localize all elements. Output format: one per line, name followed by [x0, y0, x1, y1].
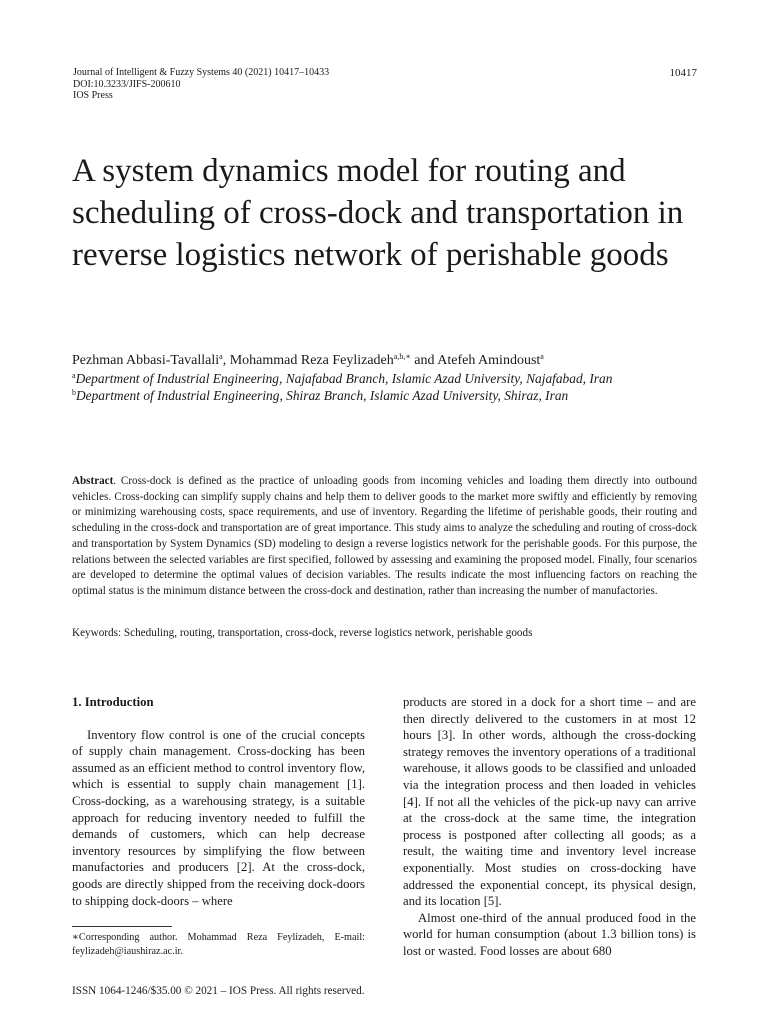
journal-citation: Journal of Intelligent & Fuzzy Systems 40 (2021) 10417–10433 — [73, 67, 330, 78]
affiliation-mark: b — [72, 388, 76, 397]
paper-title: A system dynamics model for routing and scheduling of cross-dock and transportation in reverse logistics network of perishable goods — [72, 153, 684, 273]
author-separator: , — [222, 353, 230, 368]
affiliation — [72, 384, 568, 404]
right-column — [403, 694, 696, 960]
footnote-divider — [72, 926, 172, 927]
journal-info — [73, 67, 329, 102]
abstract-text: . Cross-dock is defined as the practice of unloading goods from incoming vehicles and loading them directly into outbound vehicles. Cross-docking can simplify supply chains and help them to deliver goods to the market more swiftly and efficiently by removing or minimizing warehousing costs, space requirements, and use of inventory. Regarding the lifetime of perishable goods, their routing and scheduling in the cross-dock and transportation are of great importance. This study aims to analyze the scheduling and routing of cross-dock and transportation by System Dynamics (SD) modeling to design a reverse logistics network for the perishable goods. For this purpose, the relations between the selected variables are first specified, followed by assessing and examining the proposed model. Finally, four scenarios are developed to determine the optimal values of decision variables. The results indicate the most influencing factors on reaching the optimal status is the minimum distance between the cross-dock and destination, rather than increasing the number of manufactories. — [72, 475, 697, 597]
section-heading: 1. Introduction — [72, 695, 154, 709]
left-column — [72, 694, 365, 909]
journal-publisher: IOS Press — [73, 90, 113, 101]
author-separator: and — [410, 353, 438, 368]
keywords: Keywords: Scheduling, routing, transportation, cross-dock, reverse logistics network, perishable goods — [72, 627, 533, 639]
author-affiliation-mark: a — [540, 352, 544, 361]
abstract-label: Abstract — [72, 475, 114, 487]
author-name: Atefeh Amindoust — [437, 353, 541, 368]
affiliation-text: Department of Industrial Engineering, Shiraz Branch, Islamic Azad University, Shiraz, Iran — [76, 388, 569, 403]
page-number: 10417 — [669, 67, 697, 79]
body-paragraph: Almost one-third of the annual produced food in the world for human consumption (about 1.3 billion tons) is lost or wasted. Food losses are about 680 — [403, 910, 696, 958]
journal-doi: DOI:10.3233/JIFS-200610 — [73, 78, 181, 90]
copyright-footer: ISSN 1064-1246/$35.00 © 2021 – IOS Press. All rights reserved. — [72, 985, 365, 997]
abstract — [72, 474, 697, 600]
body-paragraph: products are stored in a dock for a short time – and are then directly delivered to the customers in at most 12 hours [3]. In other words, although the cross-docking strategy removes the inventory operations of a traditional warehouse, it allows goods to be classified and unloaded via the integration process and then loaded in vehicles [4]. If not all the vehicles of the pick-up navy can arrive at the cross-dock at the same time, the integration process is postponed after collecting all goods; as a result, the waiting time and inventory level increase exponentially. Most studies on cross-docking have addressed the exponential concept, its physical design, and its location [5]. — [403, 695, 696, 909]
author-name: Pezhman Abbasi-Tavallali — [72, 353, 220, 368]
author-affiliation-mark: a — [219, 352, 223, 361]
author-affiliation-mark: a,b,∗ — [393, 352, 411, 361]
affiliation-mark: a — [72, 371, 76, 380]
footnote: ∗Corresponding author. Mohammad Reza Feylizadeh, E-mail: feylizadeh@iaushiraz.ac.ir. — [72, 932, 365, 957]
author-name: Mohammad Reza Feylizadeh — [229, 353, 394, 368]
affiliation-text: Department of Industrial Engineering, Najafabad Branch, Islamic Azad University, Najafabad, Iran — [75, 371, 613, 386]
body-paragraph: Inventory flow control is one of the crucial concepts of supply chain management. Cross-docking has been assumed as an efficient method to control inventory flow, which is essential to supply chain management [1]. Cross-docking, as a warehousing strategy, is a suitable approach for reducing inventory needed to fulfill the demands of customers, which can help decrease inventory resources by simplifying the flow between manufactories and producers [2]. At the cross-dock, goods are directly shipped from the receiving dock-doors to shipping dock-doors – where — [72, 727, 365, 908]
